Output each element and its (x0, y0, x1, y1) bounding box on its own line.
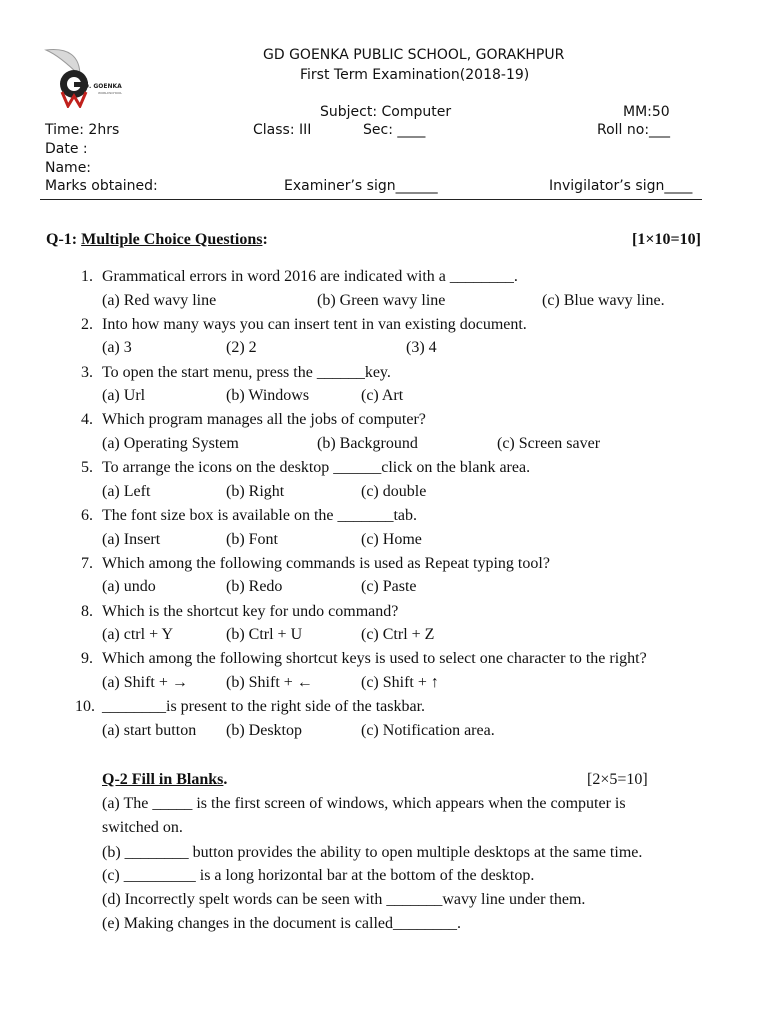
option: (c) Blue wavy line. (542, 291, 665, 309)
option: (b) Redo (226, 578, 283, 596)
question-number: 5. (81, 459, 93, 477)
option: (a) undo (102, 578, 156, 596)
question-number: 1. (81, 268, 93, 285)
question-number: 3. (81, 363, 93, 381)
fill-blank-line: (a) The _____ is the first screen of windows, which appears when the computer is (102, 795, 626, 812)
option: (a) Url (102, 387, 146, 405)
question-number: 6. (81, 507, 93, 524)
marks-obtained: Marks obtained: (45, 178, 158, 194)
question-number: 4. (81, 411, 93, 429)
option: (a) Operating System (102, 434, 239, 452)
option: (c) Ctrl + Z (361, 626, 435, 644)
exam-title: First Term Examination(2018-19) (300, 67, 530, 83)
q2-heading: Q-2 Fill in Blanks. (102, 771, 228, 788)
svg-text:WORLDSCHOOL: WORLDSCHOOL (98, 91, 123, 95)
question-number: 2. (81, 315, 93, 333)
logo-text: D. GOENKA (84, 83, 122, 90)
question-text: Into how many ways you can insert tent in van existing document. (102, 315, 527, 333)
option: (b) Desktop (226, 721, 302, 739)
school-name: GD GOENKA PUBLIC SCHOOL, GORAKHPUR (263, 47, 565, 63)
q1-marks: [1×10=10] (632, 231, 701, 248)
option: (a) Shift + → (102, 673, 188, 691)
class: Class: III (253, 122, 312, 138)
option: (c) Shift + ↑ (361, 673, 439, 691)
student-name: Name: (45, 160, 92, 176)
option: (b) Font (226, 530, 278, 548)
option: (a) ctrl + Y (102, 626, 174, 644)
fill-blank-line: (d) Incorrectly spelt words can be seen with _______wavy line under them. (102, 891, 586, 908)
fill-blank-line: (b) ________ button provides the ability to open multiple desktops at the same time. (102, 844, 643, 861)
option: (b) Windows (226, 387, 310, 405)
q2-marks: [2×5=10] (587, 771, 648, 788)
option: (a) Left (102, 482, 151, 500)
option: (a) start button (102, 721, 197, 739)
option: (3) 4 (406, 339, 437, 357)
option: (a) Insert (102, 530, 161, 548)
option: (b) Right (226, 482, 285, 500)
header-divider (40, 199, 702, 200)
section: Sec: ____ (363, 122, 426, 138)
option: (c) double (361, 482, 427, 500)
question-text: The font size box is available on the _______tab. (102, 507, 418, 524)
time: Time: 2hrs (45, 122, 120, 138)
fill-blank-line: (c) _________ is a long horizontal bar at the bottom of the desktop. (102, 867, 535, 884)
examiner-sign: Examiner’s sign______ (284, 178, 438, 194)
question-number: 7. (81, 554, 93, 572)
option: (b) Ctrl + U (226, 626, 303, 644)
roll-no: Roll no:___ (597, 122, 671, 138)
q1-heading: Q-1: Multiple Choice Questions: (46, 231, 268, 248)
subject: Subject: Computer (320, 104, 452, 120)
question-number: 8. (81, 602, 93, 620)
option: (2) 2 (226, 339, 257, 357)
question-text: Which is the shortcut key for undo command? (102, 602, 399, 620)
date: Date : (45, 141, 88, 157)
question-text: Grammatical errors in word 2016 are indicated with a ________. (102, 268, 518, 285)
option: (b) Shift + ← (226, 673, 313, 691)
option: (b) Background (317, 434, 418, 452)
max-marks: MM:50 (623, 104, 670, 120)
question-text: ________is present to the right side of the taskbar. (102, 698, 426, 716)
question-number: 10. (75, 698, 95, 716)
question-number: 9. (81, 650, 93, 668)
option: (c) Screen saver (497, 434, 601, 452)
option: (a) 3 (102, 339, 132, 357)
question-text: Which program manages all the jobs of computer? (102, 411, 426, 429)
option: (b) Green wavy line (317, 291, 446, 309)
question-text: To arrange the icons on the desktop ______click on the blank area. (102, 459, 531, 477)
fill-blank-line: (e) Making changes in the document is called________. (102, 915, 462, 932)
option: (c) Home (361, 530, 422, 548)
option: (a) Red wavy line (102, 291, 217, 309)
question-text: Which among the following shortcut keys is used to select one character to the right? (102, 650, 647, 668)
invigilator-sign: Invigilator’s sign____ (549, 178, 693, 194)
school-logo (40, 46, 130, 108)
fill-blank-line: switched on. (102, 819, 183, 836)
option: (c) Notification area. (361, 721, 495, 739)
question-text: Which among the following commands is used as Repeat typing tool? (102, 554, 550, 572)
option: (c) Paste (361, 578, 417, 596)
question-text: To open the start menu, press the ______key. (102, 363, 391, 381)
option: (c) Art (361, 387, 404, 405)
